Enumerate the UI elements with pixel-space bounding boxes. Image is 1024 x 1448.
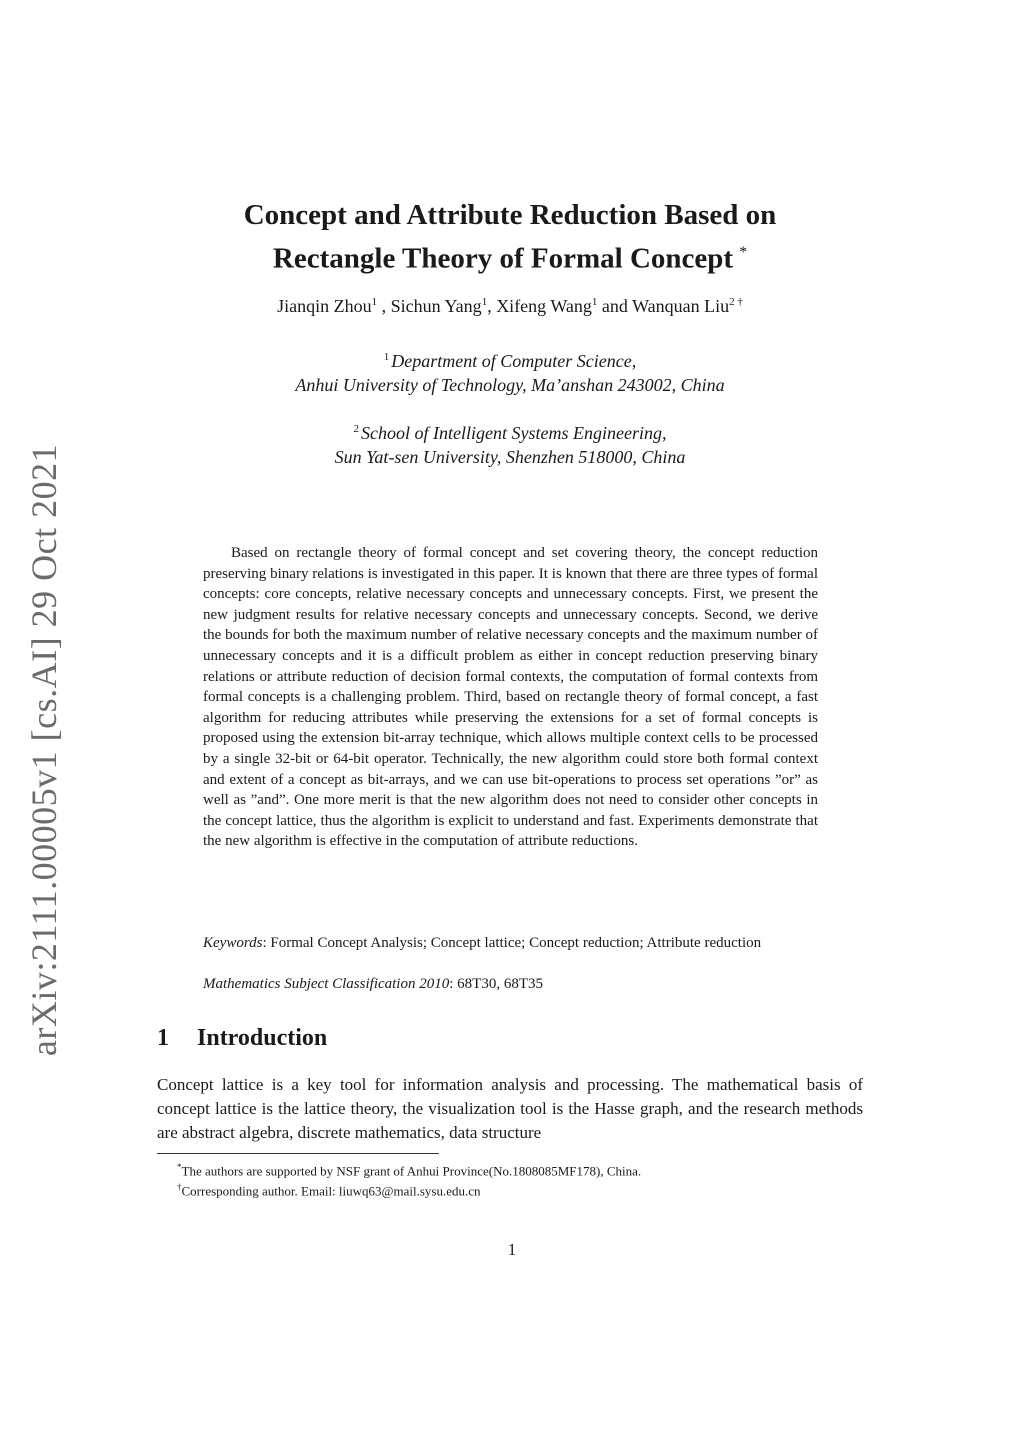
- footnote-mark: *: [177, 1162, 182, 1172]
- footnote: [177, 1178, 877, 1200]
- author-name: Jianqin Zhou: [277, 296, 372, 316]
- author-affil-mark: 1: [481, 296, 488, 308]
- arxiv-sidebar: [14, 430, 74, 1070]
- paper-title: [160, 196, 860, 278]
- keywords-label: Keywords: [203, 935, 263, 951]
- affiliation-line: [160, 417, 860, 445]
- section-number: 1: [157, 1025, 169, 1051]
- affiliation-institution: Sun Yat-sen University, Shenzhen 518000, China: [334, 447, 686, 467]
- title-footnote-mark: *: [739, 244, 748, 261]
- abstract-text: Based on rectangle theory of formal concept and set covering theory, the concept reduction preserving binary relations is investigated in this paper. It is known that there are three types of formal concepts: core concepts, relative necessary concepts and unnecessary concepts. First, we present the new judgment results for relative necessary concepts and unnecessary concepts. Second, we derive the bounds for both the maximum number of relative necessary concepts and the maximum number of unnecessary concepts and it is a difficult problem as either in concept reduction preserving binary relations or attribute reduction of decision formal contexts, the computation of formal contexts from formal concepts is a challenging problem. Third, based on rectangle theory of formal concept, a fast algorithm for reducing attributes while preserving the extensions for a set of formal concepts is proposed using the extension bit-array technique, which allows multiple context cells to be processed by a single 32-bit or 64-bit operator. Technically, the new algorithm could store both formal context and extent of a concept as bit-arrays, and we can use bit-operations to process set operations ”or” as well as ”and”. One more merit is that the new algorithm does not need to consider other concepts in the concept lattice, thus the algorithm is explicit to understand and fast. Experiments demonstrate that the new algorithm is effective in the computation of attribute reductions.: [203, 545, 818, 850]
- affiliation-department: School of Intelligent Systems Engineering,: [361, 423, 667, 443]
- title-line-2-text: Rectangle Theory of Formal Concept: [272, 242, 734, 275]
- affiliation-1: [160, 345, 860, 397]
- page-number: 1: [507, 1240, 517, 1259]
- author-affil-mark: 1: [591, 296, 598, 308]
- footnote: [177, 1158, 877, 1180]
- author-name: Sichun Yang: [390, 296, 482, 316]
- author-list: Jianqin Zhou$^1$ , Sichun Yang$^1$, Xifeng Wang$^1$ and Wanquan Liu$^{2 \dagger}$: [277, 296, 743, 316]
- affiliation-mark: 2: [353, 423, 360, 435]
- section-title: Introduction: [197, 1025, 328, 1051]
- footnote-text: The authors are supported by NSF grant of Anhui Province(No.1808085MF178), China.: [181, 1163, 642, 1179]
- title-line-1: Concept and Attribute Reduction Based on: [243, 199, 777, 231]
- affiliation-mark: 1: [383, 351, 390, 363]
- footnote-mark: †: [177, 1182, 182, 1192]
- author-name: Xifeng Wang: [496, 296, 592, 316]
- author-name: Wanquan Liu: [632, 296, 730, 316]
- msc-label: Mathematics Subject Classification 2010: [203, 976, 450, 992]
- footnote-text: Corresponding author. Email: liuwq63@mail.sysu.edu.cn: [181, 1183, 481, 1199]
- title-line-2: [160, 234, 860, 278]
- affiliation-institution: Anhui University of Technology, Ma’anshan 243002, China: [295, 375, 725, 395]
- footnote-divider: [157, 1153, 439, 1154]
- affiliation-2: [160, 417, 860, 469]
- section-heading: [157, 1025, 327, 1052]
- affiliation-line: [160, 345, 860, 373]
- arxiv-identifier: arXiv:2111.00005v1 [cs.AI] 29 Oct 2021: [24, 443, 64, 1057]
- msc-classification: Mathematics Subject Classification 2010: 68T30, 68T35: [203, 976, 543, 992]
- keywords: Keywords: Formal Concept Analysis; Concept lattice; Concept reduction; Attribute reduction: [203, 935, 762, 951]
- author-affil-mark: 2 †: [729, 296, 743, 308]
- keywords-text: Formal Concept Analysis; Concept lattice; Concept reduction; Attribute reduction: [270, 935, 762, 951]
- intro-paragraph: Concept lattice is a key tool for information analysis and processing. The mathematical basis of concept lattice is the lattice theory, the visualization tool is the Hasse graph, and the research methods are abstract algebra, discrete mathematics, data structure: [157, 1075, 863, 1142]
- msc-codes: 68T30, 68T35: [457, 976, 543, 992]
- affiliation-department: Department of Computer Science,: [391, 351, 637, 371]
- author-affil-mark: 1: [371, 296, 378, 308]
